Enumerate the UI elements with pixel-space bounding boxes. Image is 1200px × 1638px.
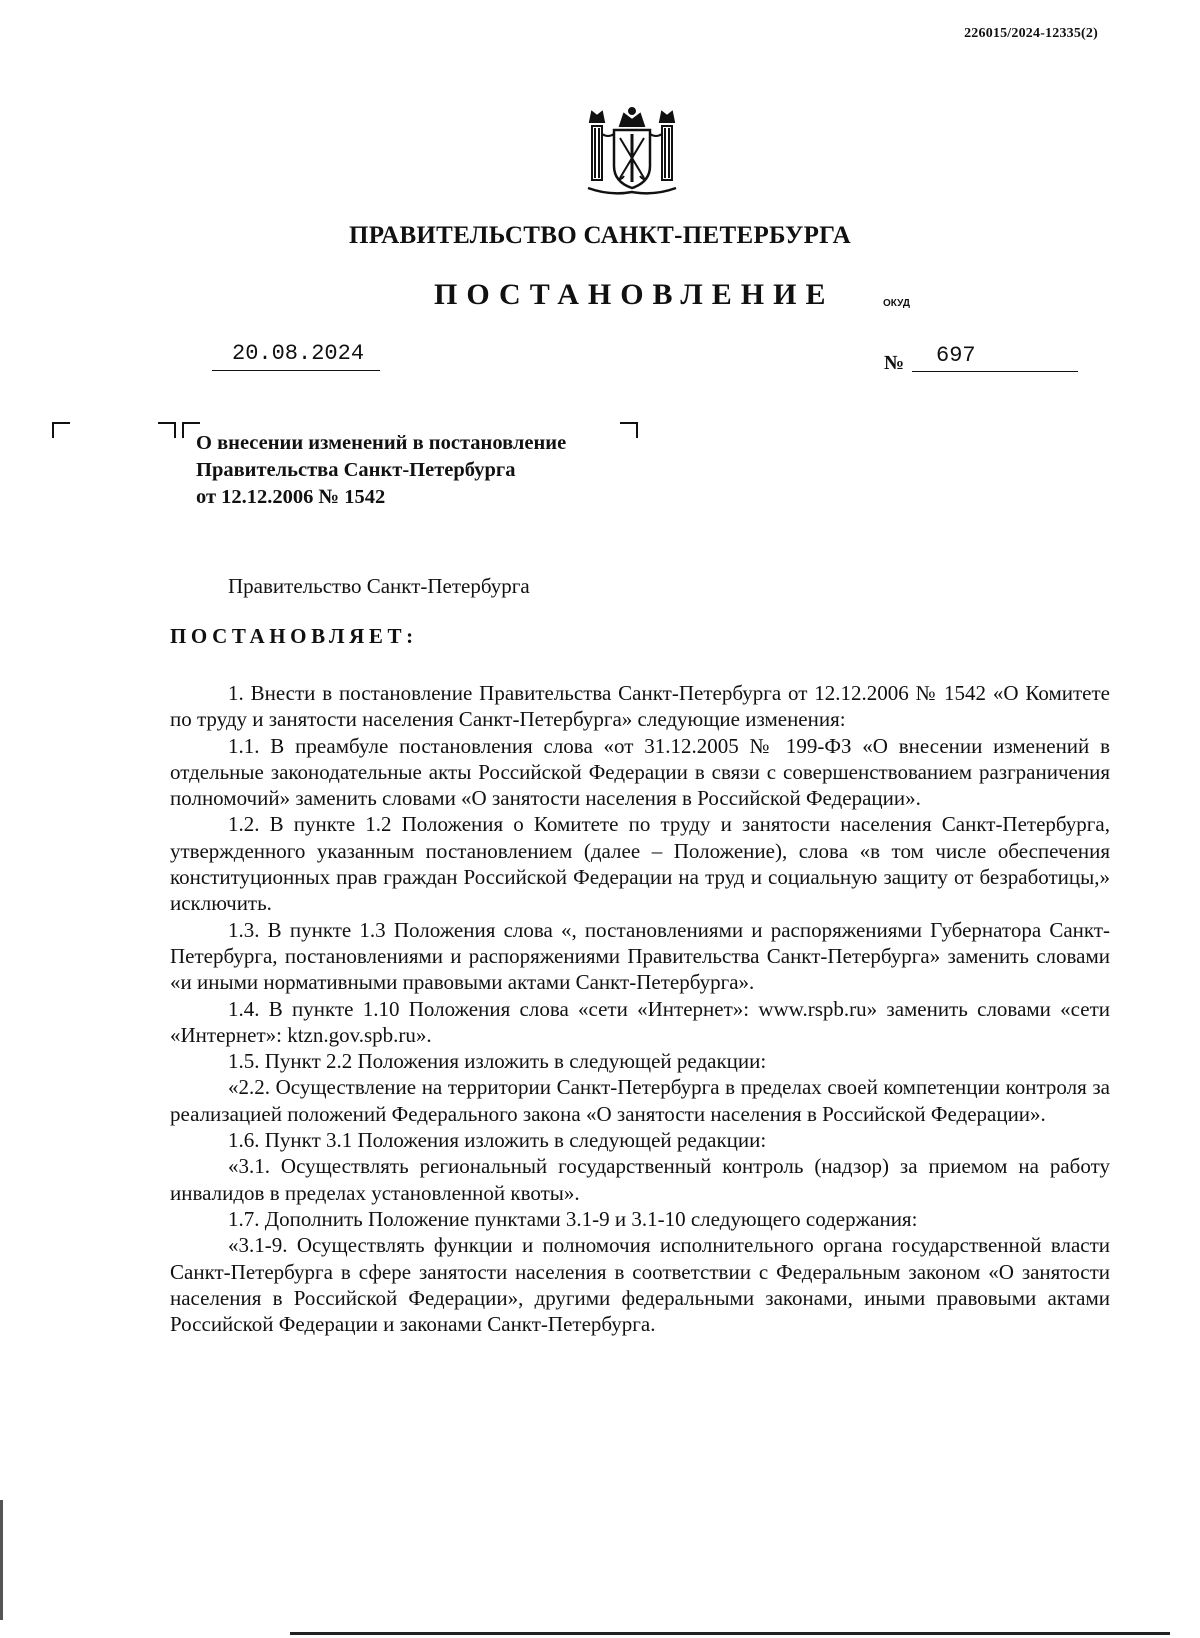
paragraph: 1.2. В пункте 1.2 Положения о Комитете по труду и занятости населения Санкт-Петербурга, утвержденного указанным постановлением (далее – Положение), слова «в том числе обеспечения конституционных прав граждан Российской Федерации на труд и социальную защиту от безработицы,» исключить. [170,812,1110,916]
paragraph: «3.1. Осуществлять региональный государственный контроль (надзор) за приемом на работу инвалидов в пределах установленной квоты». [170,1154,1110,1205]
corner-mark-left [52,422,70,438]
bottom-rule [290,1632,1170,1635]
paragraph: 1.3. В пункте 1.3 Положения слова «, постановлениями и распоряжениями Губернатора Санкт-Петербурга, постановлениями и распоряжениями Правительства Санкт-Петербурга» заменить словами «и иными нормативными правовыми актами Санкт-Петербурга». [170,917,1110,995]
paragraph: 1.4. В пункте 1.10 Положения слова «сети «Интернет»: www.rspb.ru» заменить словами «сети «Интернет»: ktzn.gov.spb.ru». [170,996,1110,1047]
paragraph: 1.1. В преамбуле постановления слова «от 31.12.2005 № 199-ФЗ «О внесении изменений в отдельные законодательные акты Российской Федерации в связи с совершенствованием разграничения полномочий» заменить словами «О занятости населения в Российской Федерации». [170,733,1110,811]
corner-mark-subject-left-end [158,422,176,438]
decree-word: ПОСТАНОВЛЯЕТ: [170,624,418,648]
paragraph: 1. Внести в постановление Правительства Санкт-Петербурга от 12.12.2006 № 1542 «О Комитете по труду и занятости населения Санкт-Петербурга» следующие изменения: [170,681,1110,732]
registration-number: 226015/2024-12335(2) [964,26,1098,41]
corner-mark-subject-end [620,422,638,438]
number-sign: № [884,352,905,374]
paragraph: «2.2. Осуществление на территории Санкт-Петербурга в пределах своей компетенции контроля за реализацией положений Федерального закона «О занятости населения в Российской Федерации». [170,1075,1110,1126]
okud-label: ОКУД [883,298,910,309]
paragraph: 1.7. Дополнить Положение пунктами 3.1-9 и 3.1-10 следующего содержания: [228,1206,918,1231]
paragraph: «3.1-9. Осуществлять функции и полномочия исполнительного органа государственной власти Санкт-Петербурга в сфере занятости населения в соответствии с Федеральным законом «О занятости населения в Российской Федерации», другими федеральными законами, иными правовыми актами Российской Федерации и законами Санкт-Петербурга. [170,1233,1110,1337]
preamble: Правительство Санкт-Петербурга [228,574,530,598]
government-name: ПРАВИТЕЛЬСТВО САНКТ-ПЕТЕРБУРГА [348,222,852,249]
document-body [170,680,1110,1337]
paragraph: 1.6. Пункт 3.1 Положения изложить в следующей редакции: [228,1128,767,1153]
document-date: 20.08.2024 [212,340,380,371]
subject-line: от 12.12.2006 № 1542 [196,486,386,508]
paragraph: 1.5. Пункт 2.2 Положения изложить в следующей редакции: [228,1049,767,1074]
subject-line: О внесении изменений в постановление [196,432,567,454]
document-number: 697 [912,342,1078,372]
subject-line: Правительства Санкт-Петербурга [196,459,516,481]
document-type: ПОСТАНОВЛЕНИЕ [434,278,835,311]
scan-edge-mark [0,1500,3,1620]
spb-coat-of-arms-icon [580,104,684,200]
document-subject [196,430,566,511]
